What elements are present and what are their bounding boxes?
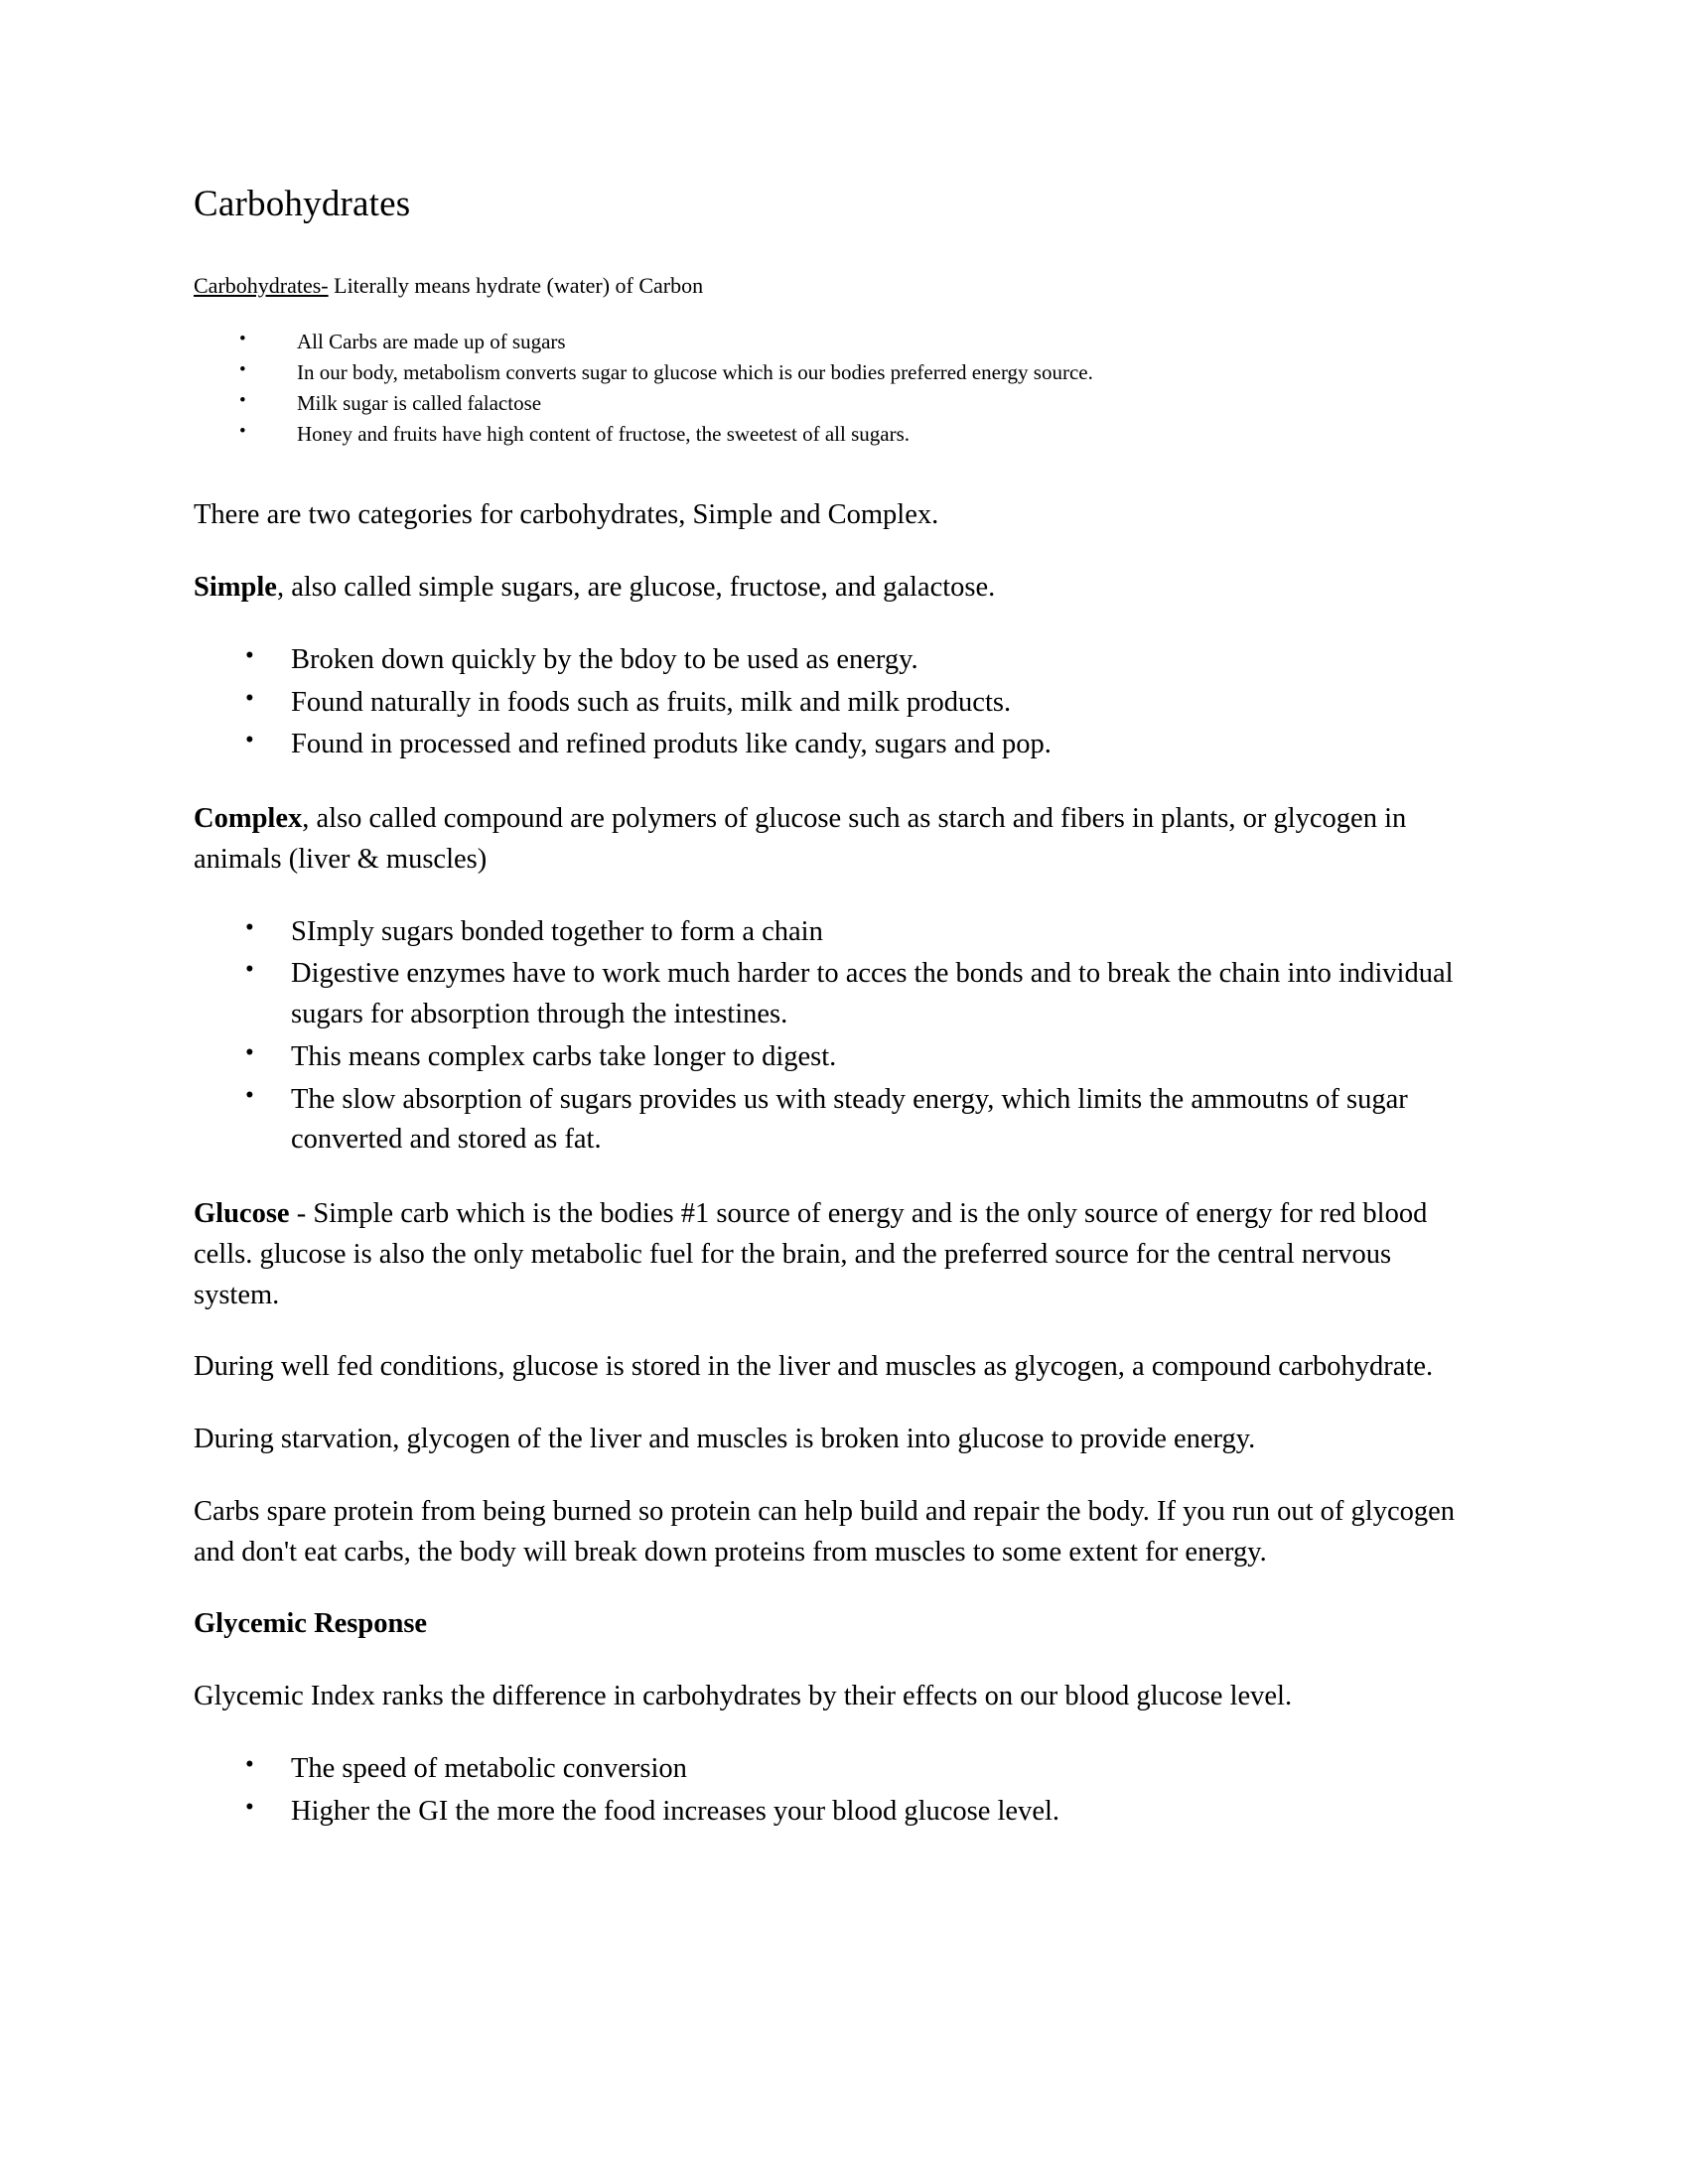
paragraph-starvation: During starvation, glycogen of the liver and muscles is broken into glucose to provide energy. [194, 1424, 1256, 1455]
complex-text: , also called compound are polymers of glucose such as starch and fibers in plants, or glycogen in animals (liver & muscles) [194, 803, 1407, 875]
list-item: • Digestive enzymes have to work much harder to acces the bonds and to break the chain into individual sugars for absorption through the intestines. [194, 954, 1470, 1035]
paragraph-well-fed: During well fed conditions, glucose is stored in the liver and muscles as glycogen, a compound carbohydrate. [194, 1351, 1434, 1383]
definition-term: Carbohydrates- [194, 272, 329, 298]
intro-bullet-list [194, 327, 1470, 450]
paragraph-glucose [194, 1194, 1470, 1315]
list-item: • In our body, metabolism converts sugar to glucose which is our bodies preferred energy source. [194, 357, 1470, 388]
document-content [194, 184, 1470, 1865]
list-item: • The speed of metabolic conversion [194, 1749, 1470, 1790]
paragraph-protein-sparing: Carbs spare protein from being burned so protein can help build and repair the body. If you run out of glycogen and don't eat carbs, the body will break down proteins from muscles to some extent for energy. [194, 1495, 1456, 1568]
definition-line [194, 272, 1470, 300]
list-item: • Higher the GI the more the food increases your blood glucose level. [194, 1792, 1470, 1833]
section-heading-glycemic-response: Glycemic Response [194, 1608, 428, 1640]
list-item: • This means complex carbs take longer to digest. [194, 1037, 1470, 1078]
glycemic-bullet-list [194, 1749, 1470, 1833]
complex-bullet-list [194, 912, 1470, 1161]
list-item: • Milk sugar is called falactose [194, 388, 1470, 419]
list-item: • All Carbs are made up of sugars [194, 327, 1470, 357]
paragraph-glycemic-index: Glycemic Index ranks the difference in carbohydrates by their effects on our blood glucose level. [194, 1681, 1293, 1712]
paragraph-categories: There are two categories for carbohydrates, Simple and Complex. [194, 499, 939, 531]
simple-bullet-list [194, 640, 1470, 765]
page-title: Carbohydrates [194, 184, 411, 224]
list-item: • Honey and fruits have high content of fructose, the sweetest of all sugars. [194, 419, 1470, 450]
list-item: • Found in processed and refined produts like candy, sugars and pop. [194, 725, 1470, 765]
complex-label: Complex [194, 803, 303, 835]
simple-label: Simple [194, 572, 277, 604]
list-item: • Found naturally in foods such as fruits, milk and milk products. [194, 683, 1470, 724]
list-item: • The slow absorption of sugars provides us with steady energy, which limits the ammoutns of sugar converted and stored as fat. [194, 1080, 1470, 1161]
definition-text: Literally means hydrate (water) of Carbon [328, 272, 704, 298]
list-item: • SImply sugars bonded together to form a chain [194, 912, 1470, 953]
list-item: • Broken down quickly by the bdoy to be used as energy. [194, 640, 1470, 681]
glucose-label: Glucose [194, 1198, 290, 1230]
paragraph-simple-definition [194, 568, 1470, 609]
paragraph-complex-definition [194, 799, 1470, 881]
glucose-text: - Simple carb which is the bodies #1 source of energy and is the only source of energy for red blood cells. glucose is also the only metabolic fuel for the brain, and the preferred source for the central nervous system. [194, 1198, 1428, 1310]
simple-text: , also called simple sugars, are glucose, fructose, and galactose. [276, 572, 996, 604]
